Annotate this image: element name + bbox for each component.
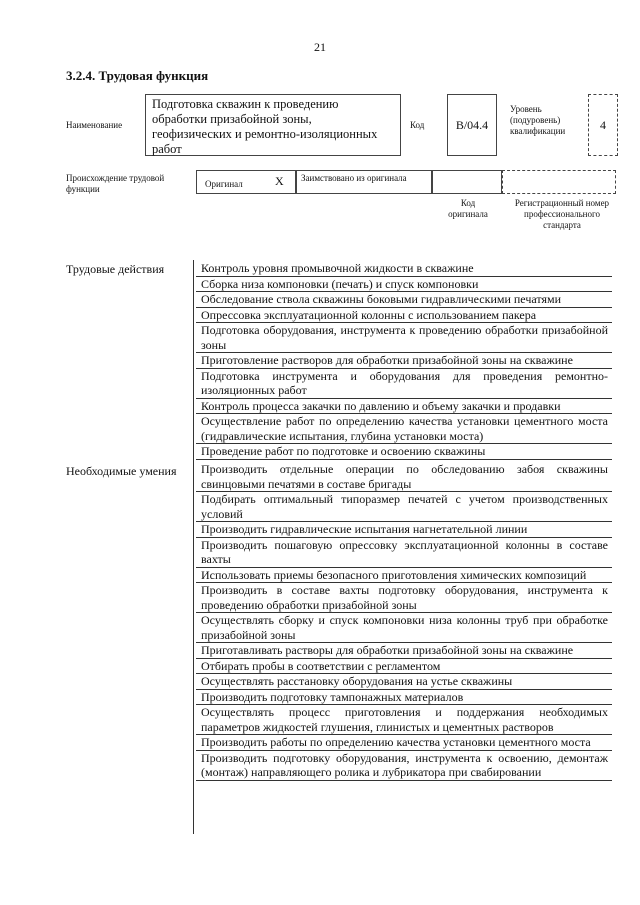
skill-item: Производить гидравлические испытания нагнетательной линии <box>196 522 612 538</box>
skill-item: Осуществлять расстановку оборудования на устье скважины <box>196 674 612 690</box>
skill-item: Производить в составе вахты подготовку оборудования, инструмента к проведению обработки призабойной зоны <box>196 583 612 613</box>
page-number: 21 <box>314 40 326 54</box>
original-label: Оригинал <box>205 179 243 189</box>
labor-action-item: Контроль процесса закачки по давлению и объему закачки и продавки <box>196 399 612 415</box>
skill-item: Использовать приемы безопасного приготовления химических композиций <box>196 568 612 584</box>
labor-actions-label: Трудовые действия <box>66 262 165 276</box>
origin-table <box>196 170 616 194</box>
labor-action-item: Обследование ствола скважины боковыми гидравлическими печатями <box>196 292 612 308</box>
required-skills-list <box>196 462 612 781</box>
origin-original-cell <box>196 170 296 194</box>
labor-action-item: Сборка низа компоновки (печать) и спуск компоновки <box>196 277 612 293</box>
skill-item: Производить пошаговую опрессовку эксплуатационной колонны в составе вахты <box>196 538 612 568</box>
labor-action-item: Проведение работ по подготовке и освоению скважины <box>196 444 612 460</box>
skill-item: Производить подготовку оборудования, инструмента к освоению, демонтаж (монтаж) направляющего ролика и лубрикатора при свабировании <box>196 751 612 781</box>
code-label: Код <box>410 120 425 130</box>
labor-actions-rule <box>193 260 194 462</box>
skill-item: Приготавливать растворы для обработки призабойной зоны на скважине <box>196 643 612 659</box>
required-skills-rule <box>193 462 194 834</box>
labor-action-item: Подготовка оборудования, инструмента к проведению обработки призабойной зоны <box>196 323 612 353</box>
skill-item: Отбирать пробы в соответствии с регламентом <box>196 659 612 675</box>
origin-label: Происхождение трудовой функции <box>66 173 165 194</box>
labor-action-item: Опрессовка эксплуатационной колонны с использованием пакера <box>196 308 612 324</box>
original-mark: X <box>275 174 284 188</box>
skill-item: Производить отдельные операции по обследованию забоя скважины свинцовыми печатями в составе бригады <box>196 462 612 492</box>
section-title: 3.2.4. Трудовая функция <box>66 68 209 83</box>
labor-action-item: Подготовка инструмента и оборудования для проведения ремонтно-изоляционных работ <box>196 369 612 399</box>
code-value: B/04.4 <box>455 117 489 132</box>
skill-item: Подбирать оптимальный типоразмер печатей с учетом производственных условий <box>196 492 612 522</box>
skill-item: Производить подготовку тампонажных материалов <box>196 690 612 706</box>
name-value-box <box>145 94 401 156</box>
origin-reg-cell <box>502 170 616 194</box>
level-label: Уровень (подуровень) квалификации <box>510 104 566 136</box>
code-value-box <box>447 94 497 156</box>
skill-item: Осуществлять сборку и спуск компоновки низа колонны труб при обработке призабойной зоны <box>196 613 612 643</box>
labor-action-item: Осуществление работ по определению качества установки цементного моста (гидравлические испытания, глубина установки моста) <box>196 414 612 444</box>
name-value: Подготовка скважин к проведению обработки призабойной зоны, геофизических и ремонтно-изоляционных работ <box>152 97 378 156</box>
name-label: Наименование <box>66 120 123 130</box>
labor-action-item: Приготовление растворов для обработки призабойной зоны на скважине <box>196 353 612 369</box>
skill-item: Производить работы по определению качества установки цементного моста <box>196 735 612 751</box>
level-value: 4 <box>600 117 606 132</box>
level-value-box <box>588 94 618 156</box>
labor-actions-list <box>196 261 612 460</box>
skill-item: Осуществлять процесс приготовления и поддержания необходимых параметров жидкостей глушения, глинистых и цементных растворов <box>196 705 612 735</box>
required-skills-label: Необходимые умения <box>66 464 177 478</box>
borrowed-label: Заимствовано из оригинала <box>301 173 407 183</box>
reg-number-label: Регистрационный номер профессионального стандарта <box>514 198 610 230</box>
origin-code-cell <box>432 170 502 194</box>
origin-borrowed-cell <box>296 170 432 194</box>
code-original-label: Код оригинала <box>448 198 488 219</box>
labor-action-item: Контроль уровня промывочной жидкости в скважине <box>196 261 612 277</box>
